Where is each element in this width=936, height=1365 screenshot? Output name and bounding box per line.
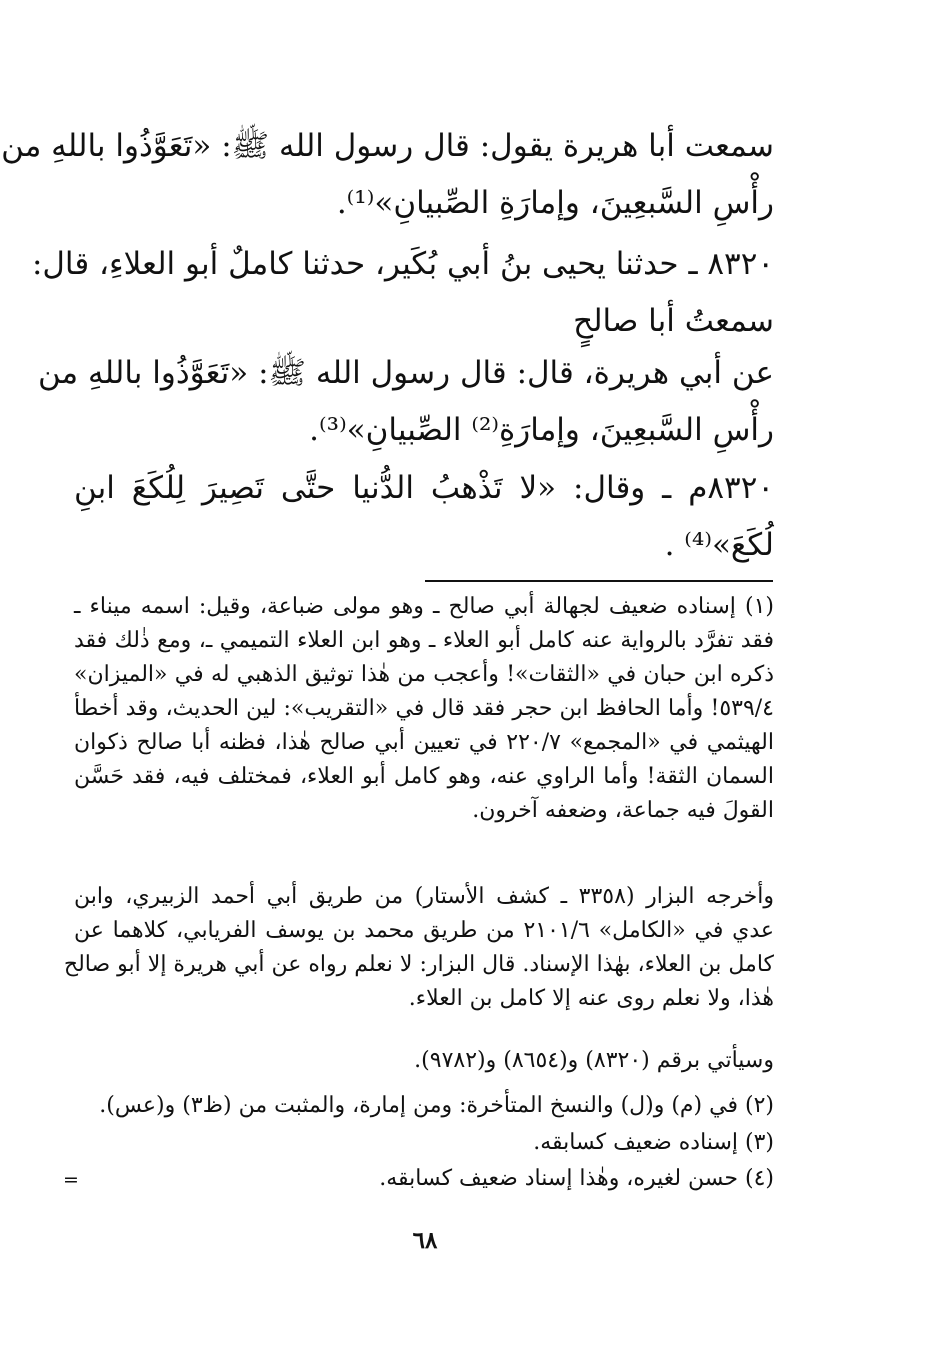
text-line: ٨٣٢٠م ـ وقال: «لا تَذْهبُ الدُّنيا حتَّى تَصِيرَ لِلُكَعَ ابنِ (74, 470, 774, 506)
footnote-line: وأخرجه البزار (٣٣٥٨ ـ كشف الأستار) من طريق أبي أحمد الزبيري، وابن (74, 884, 774, 909)
text-line: رأْسِ السَّبعِينَ، وإمارَةِ الصِّبيانِ»⁽¹⁾. (336, 185, 774, 221)
footnote-line: (١) إسناده ضعيف لجهالة أبي صالح ـ وهو مولى ضباعة، وقيل: اسمه ميناء ـ (74, 594, 774, 619)
footnote-2 (74, 1089, 774, 1123)
footnote-line: الهيثمي في «المجمع» ٢٢٠/٧ في تعيين أبي صالح هٰذا، فظنه أبا صالح ذكوان (74, 730, 774, 755)
main-paragraph-1 (1, 118, 774, 232)
footnote-line: (٣) إسناده ضعيف كسابقه. (533, 1130, 774, 1155)
main-paragraph-4 (74, 460, 774, 574)
footnote-line: فقد تفرَّد بالرواية عنه كامل أبو العلاء ـ وهو ابن العلاء التميمي ـ، ومع ذٰلك فقد (74, 628, 774, 653)
text-line: لُكَعَ»⁽⁴⁾ . (664, 527, 774, 563)
footnote-line: (٢) في (م) و(ل) والنسخ المتأخرة: ومن إمارة، والمثبت من (ظ٣) و(عس). (99, 1093, 774, 1118)
main-paragraph-3 (37, 345, 774, 459)
footnote-1-continued (63, 880, 774, 1016)
footnote-3 (74, 1126, 774, 1160)
text-line: ٨٣٢٠ ـ حدثنا يحيى بنُ أبي بُكَير، حدثنا كاملٌ أبو العلاءِ، قال: (31, 246, 774, 282)
footnote-line: السمان الثقة! وأما الراوي عنه، وهو كامل أبو العلاء، فمختلف فيه، فقد حَسَّن (74, 764, 774, 789)
footnote-line: القولَ فيه جماعة، وضعفه آخرون. (472, 798, 774, 823)
footnote-4 (74, 1162, 774, 1196)
footnote-line: عدي في «الكامل» ٢١٠١/٦ من طريق محمد بن يوسف الفريابي، كلاهما عن (74, 918, 774, 943)
text-line: سمعت أبا هريرة يقول: قال رسول الله ﷺ: «تَعَوَّذُوا باللهِ من (1, 128, 774, 164)
text-line: سمعتُ أبا صالحٍ (573, 303, 774, 339)
footnote-line: كامل بن العلاء، بهٰذا الإسناد. قال البزار: لا نعلم رواه عن أبي هريرة إلا أبو صالح (63, 952, 774, 977)
footnote-line: (٤) حسن لغيره، وهٰذا إسناد ضعيف كسابقه. (379, 1166, 774, 1191)
footnote-line: وسيأتي برقم (٨٣٢٠) و(٨٦٥٤) و(٩٧٨٢). (414, 1048, 774, 1073)
text-line: رأْسِ السَّبعِينَ، وإمارَةِ⁽²⁾ الصِّبيانِ»⁽³⁾. (309, 412, 774, 448)
footnote-line: ذكره ابن حبان في «الثقات»! وأعجب من هٰذا توثيق الذهبي له في «الميزان» (74, 662, 774, 687)
page-number: ٦٨ (412, 1227, 438, 1254)
footnote-line: ٥٣٩/٤! وأما الحافظ ابن حجر فقد قال في «التقريب»: لين الحديث، وقد أخطأ (74, 696, 774, 721)
footnote-separator (425, 580, 773, 582)
main-paragraph-2 (31, 236, 774, 350)
text-line: عن أبي هريرة، قال: قال رسول الله ﷺ: «تَعَوَّذُوا باللهِ من (37, 355, 774, 391)
footnote-1 (74, 590, 774, 828)
footnote-line: هٰذا، ولا نعلم روى عنه إلا كامل بن العلاء. (408, 986, 774, 1011)
footnote-cross-reference (74, 1044, 774, 1078)
continuation-mark: = (63, 1169, 79, 1191)
